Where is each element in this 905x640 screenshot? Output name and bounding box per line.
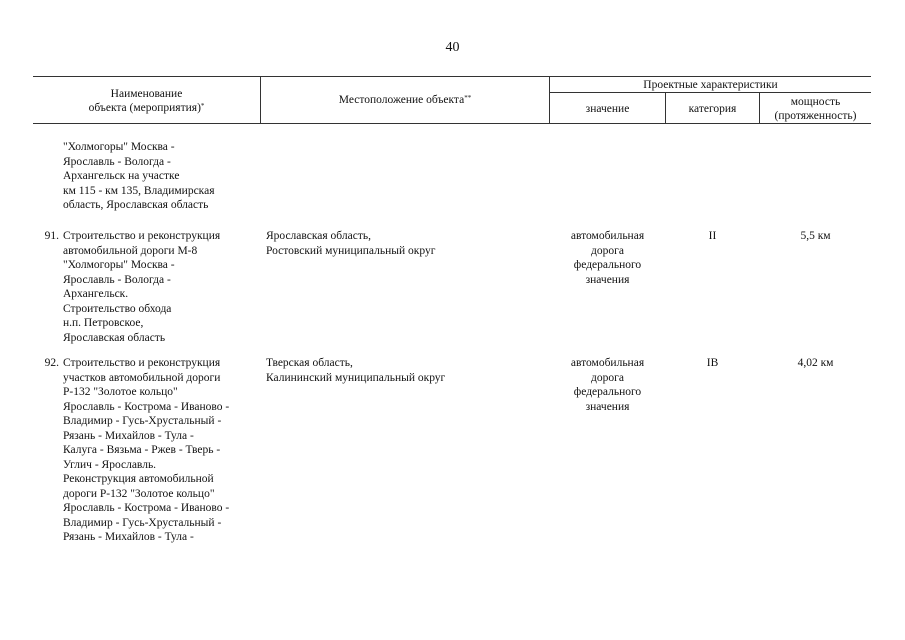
header-object-name <box>33 87 260 115</box>
object-capacity: 4,02 км <box>797 357 834 369</box>
header-capacity-line2: (протяженность) <box>774 110 857 122</box>
row-number: 92. <box>44 357 59 369</box>
header-capacity <box>760 95 871 123</box>
header-capacity-line1: мощность <box>790 96 841 108</box>
page-number: 40 <box>445 40 460 55</box>
header-value: значение <box>585 103 630 115</box>
object-name: Строительство и реконструкция автомобильной дороги М-8 "Холмогоры" Москва - Ярославль - Вологда - Архангельск. Строительство обхода н.п. Петровское, Ярославская область <box>63 230 221 344</box>
object-category: IВ <box>706 357 719 369</box>
object-category: II <box>708 230 717 242</box>
header-object-name-line2 <box>33 101 260 115</box>
header-location-text: Местоположение объекта <box>338 94 465 106</box>
object-location: Ярославская область, Ростовский муниципальный округ <box>266 230 436 257</box>
header-object-name-text: объекта (мероприятия) <box>88 102 201 114</box>
object-name: Строительство и реконструкция участков автомобильной дороги Р-132 "Золотое кольцо" Ярославль - Кострома - Иваново - Владимир - Гусь-Хрустальный - Рязань - Михайлов - Тула - Калуга - Вязьма - Ржев - Тверь - Углич - Ярославль. Реконструкция автомобильной дороги Р-132 "Золотое кольцо" Ярославль - Кострома - Иваново - Владимир - Гусь-Хрустальный - Рязань - Михайлов - Тула - <box>63 357 230 543</box>
object-name: "Холмогоры" Москва - Ярославль - Вологда - Архангельск на участке км 115 - км 135, Владимирская область, Ярославская область <box>63 141 215 211</box>
header-category: категория <box>688 103 737 115</box>
header-project-characteristics: Проектные характеристики <box>643 79 778 91</box>
object-location: Тверская область, Калининский муниципальный округ <box>266 357 446 384</box>
footnote-mark: ** <box>464 94 472 102</box>
header-subdivider <box>549 92 871 93</box>
footnote-mark: * <box>200 102 205 110</box>
object-capacity: 5,5 км <box>800 230 831 242</box>
row-number: 91. <box>44 230 59 242</box>
header-location <box>261 93 549 107</box>
header-object-name-line1: Наименование <box>110 88 183 100</box>
object-value: автомобильная дорога федерального значения <box>570 357 645 413</box>
object-value: автомобильная дорога федерального значения <box>570 230 645 286</box>
table-header <box>33 76 871 124</box>
